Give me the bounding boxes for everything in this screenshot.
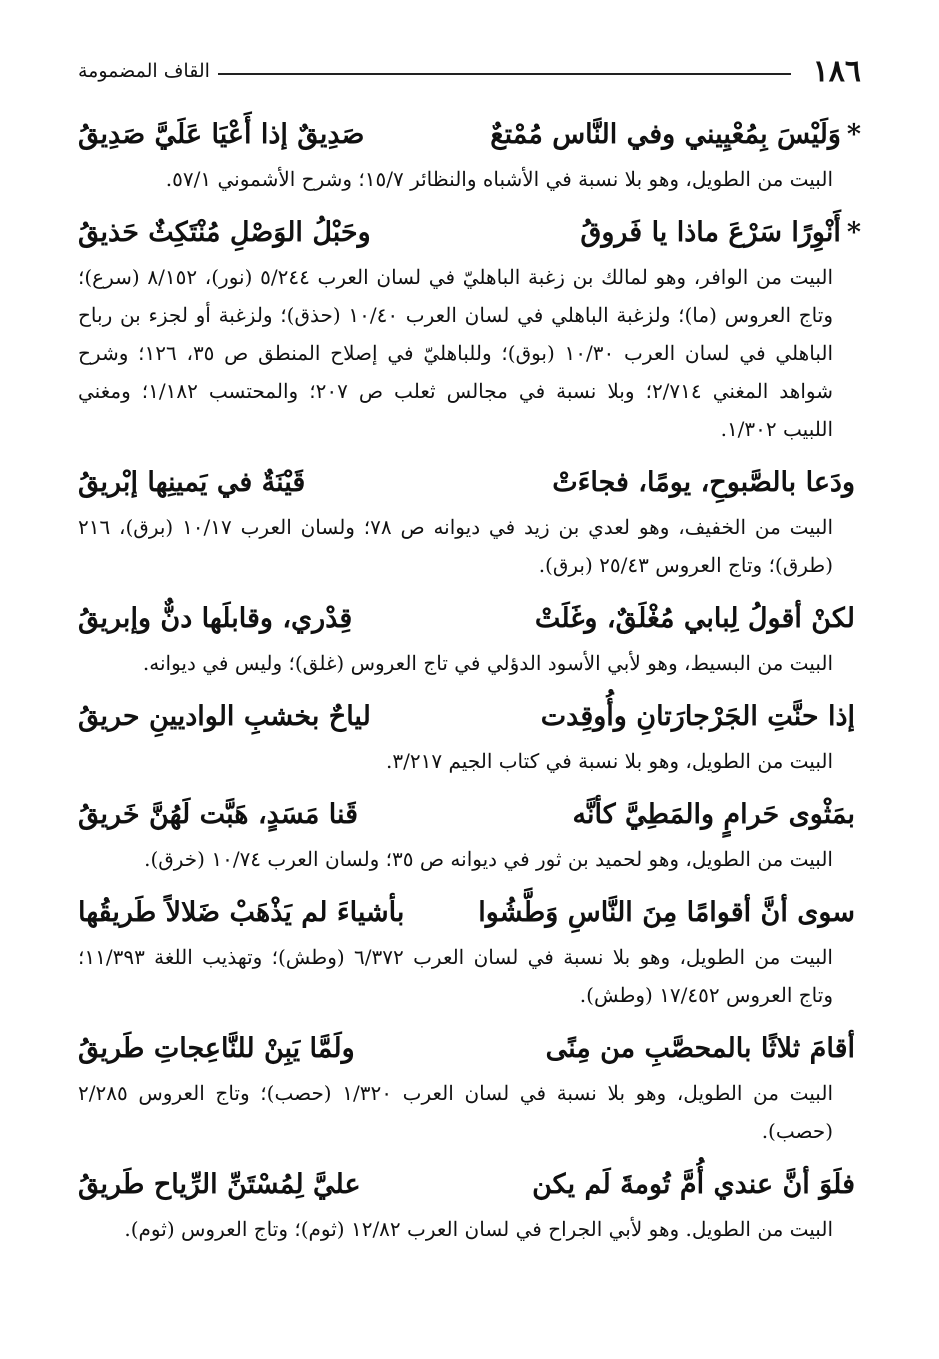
verse-line bbox=[78, 108, 861, 160]
source-note: البيت من الطويل. وهو لأبي الجراح في لسان العرب ١٢/٨٢ (ثوم)؛ وتاج العروس (ثوم). bbox=[124, 1217, 833, 1241]
first-hemistich: سوى أنَّ أقوامًا مِنَ النَّاسِ وَطَّشُوا bbox=[478, 896, 855, 928]
verse-line bbox=[78, 1022, 861, 1074]
verse-entry bbox=[78, 206, 861, 448]
first-hemistich: أَنْوِرًا سَرْعَ ماذا يا فَروقُ bbox=[580, 216, 841, 248]
verse-entry bbox=[78, 1158, 861, 1248]
source-note: البيت من البسيط، وهو لأبي الأسود الدؤلي في تاج العروس (غلق)؛ وليس في ديوانه. bbox=[142, 651, 833, 675]
second-hemistich: صَدِيقٌ إذا أَعْيَا عَلَيَّ صَدِيقُ bbox=[78, 118, 365, 150]
second-hemistich: لياحٌ بخشبِ الواديينِ حريقُ bbox=[78, 700, 371, 732]
second-hemistich: ولَمَّا يَبِنْ للنَّاعِجاتِ طَريقُ bbox=[78, 1032, 355, 1064]
verse-entry bbox=[78, 886, 861, 1014]
verse-line bbox=[78, 456, 861, 508]
star-marker: * bbox=[846, 216, 861, 248]
source-note: البيت من الطويل، وهو لحميد بن ثور في ديوانه ص ٣٥؛ ولسان العرب ١٠/٧٤ (خرق). bbox=[144, 847, 833, 871]
verse-entry bbox=[78, 456, 861, 584]
page-number: ١٨٦ bbox=[812, 53, 861, 89]
first-hemistich: بمَثْوى حَرامٍ والمَطِيَّ كأنَّه bbox=[572, 798, 855, 830]
page-header bbox=[78, 52, 861, 90]
first-hemistich: لكنْ أقولُ لِبابي مُغْلَقٌ، وغَلَتْ bbox=[534, 602, 855, 634]
verse-entry bbox=[78, 690, 861, 780]
verse-entry bbox=[78, 788, 861, 878]
source-note: البيت من الطويل، وهو بلا نسبة في الأشباه والنظائر ١٥/٧؛ وشرح الأشموني ٥٧/١. bbox=[165, 167, 833, 191]
second-hemistich: قِدْري، وقابلَها دنٌّ وإبريقُ bbox=[78, 602, 353, 634]
first-hemistich: أقامَ ثلاثًا بالمحصَّبِ من مِنًى bbox=[545, 1032, 855, 1064]
verse-line bbox=[78, 592, 861, 644]
verse-line bbox=[78, 206, 861, 258]
second-hemistich: وحَبْلُ الوَصْلِ مُنْتَكِثٌ حَذيقُ bbox=[78, 216, 371, 248]
verse-line bbox=[78, 788, 861, 840]
verse-line bbox=[78, 886, 861, 938]
entries-list bbox=[78, 108, 861, 1256]
first-hemistich: إذا حنَّتِ الجَرْجارَتانِ وأُوقِدت bbox=[540, 700, 855, 732]
source-note: البيت من الطويل، وهو بلا نسبة في كتاب الجيم ٣/٢١٧. bbox=[386, 749, 833, 773]
verse-line bbox=[78, 1158, 861, 1210]
second-hemistich: قَيْنَةٌ في يَمينِها إبْريقُ bbox=[78, 466, 306, 498]
star-marker: * bbox=[846, 118, 861, 150]
verse-entry bbox=[78, 592, 861, 682]
source-note: البيت من الوافر، وهو لمالك بن زغبة الباهليّ في لسان العرب ٥/٢٤٤ (نور)، ٨/١٥٢ (سرع)؛ وتاج العروس (ما)؛ ولزغبة الباهلي في لسان العرب ١٠/٤٠ (حذق)؛ ولزغبة أو لجزء بن رباح الباهلي في لسان العرب ١٠/٣٠ (بوق)؛ وللباهليّ في إصلاح المنطق ص ٣٥، ١٢٦؛ وشرح شواهد المغني ٢/٧١٤؛ وبلا نسبة في مجالس ثعلب ص ٢٠٧؛ والمحتسب ١/١٨٢؛ ومغني اللبيب ١/٣٠٢. bbox=[78, 265, 834, 441]
second-hemistich: قَنا مَسَدٍ، هَبَّت لَهُنَّ خَريقُ bbox=[78, 798, 359, 830]
first-hemistich: ودَعا بالصَّبوحِ، يومًا، فجاءَتْ bbox=[552, 466, 855, 498]
second-hemistich: بأشياءَ لم يَذْهَبْ ضَلالاً طَريقُها bbox=[78, 896, 405, 928]
second-hemistich: عليَّ لِمُسْتَنِّ الرِّياح طَريقُ bbox=[78, 1168, 361, 1200]
running-title: القاف المضمومة bbox=[78, 60, 210, 82]
first-hemistich: وَلَيْسَ بِمُعْيِيني وفي النَّاس مُمْتعٌ bbox=[490, 118, 841, 150]
header-rule bbox=[218, 73, 791, 75]
verse-entry bbox=[78, 1022, 861, 1150]
verse-entry bbox=[78, 108, 861, 198]
verse-line bbox=[78, 690, 861, 742]
first-hemistich: فلَوَ أنَّ عندي أُمَّ تُومةَ لَم يكن bbox=[532, 1168, 855, 1200]
source-note: البيت من الطويل، وهو بلا نسبة في لسان العرب ٦/٣٧٢ (وطش)؛ وتهذيب اللغة ١١/٣٩٣؛ وتاج العروس ١٧/٤٥٢ (وطش). bbox=[78, 945, 833, 1007]
source-note: البيت من الطويل، وهو بلا نسبة في لسان العرب ١/٣٢٠ (حصب)؛ وتاج العروس ٢/٢٨٥ (حصب). bbox=[78, 1081, 833, 1143]
source-note: البيت من الخفيف، وهو لعدي بن زيد في ديوانه ص ٧٨؛ ولسان العرب ١٠/١٧ (برق)، ٢١٦ (طرق)؛ وتاج العروس ٢٥/٤٣ (برق). bbox=[78, 515, 833, 577]
